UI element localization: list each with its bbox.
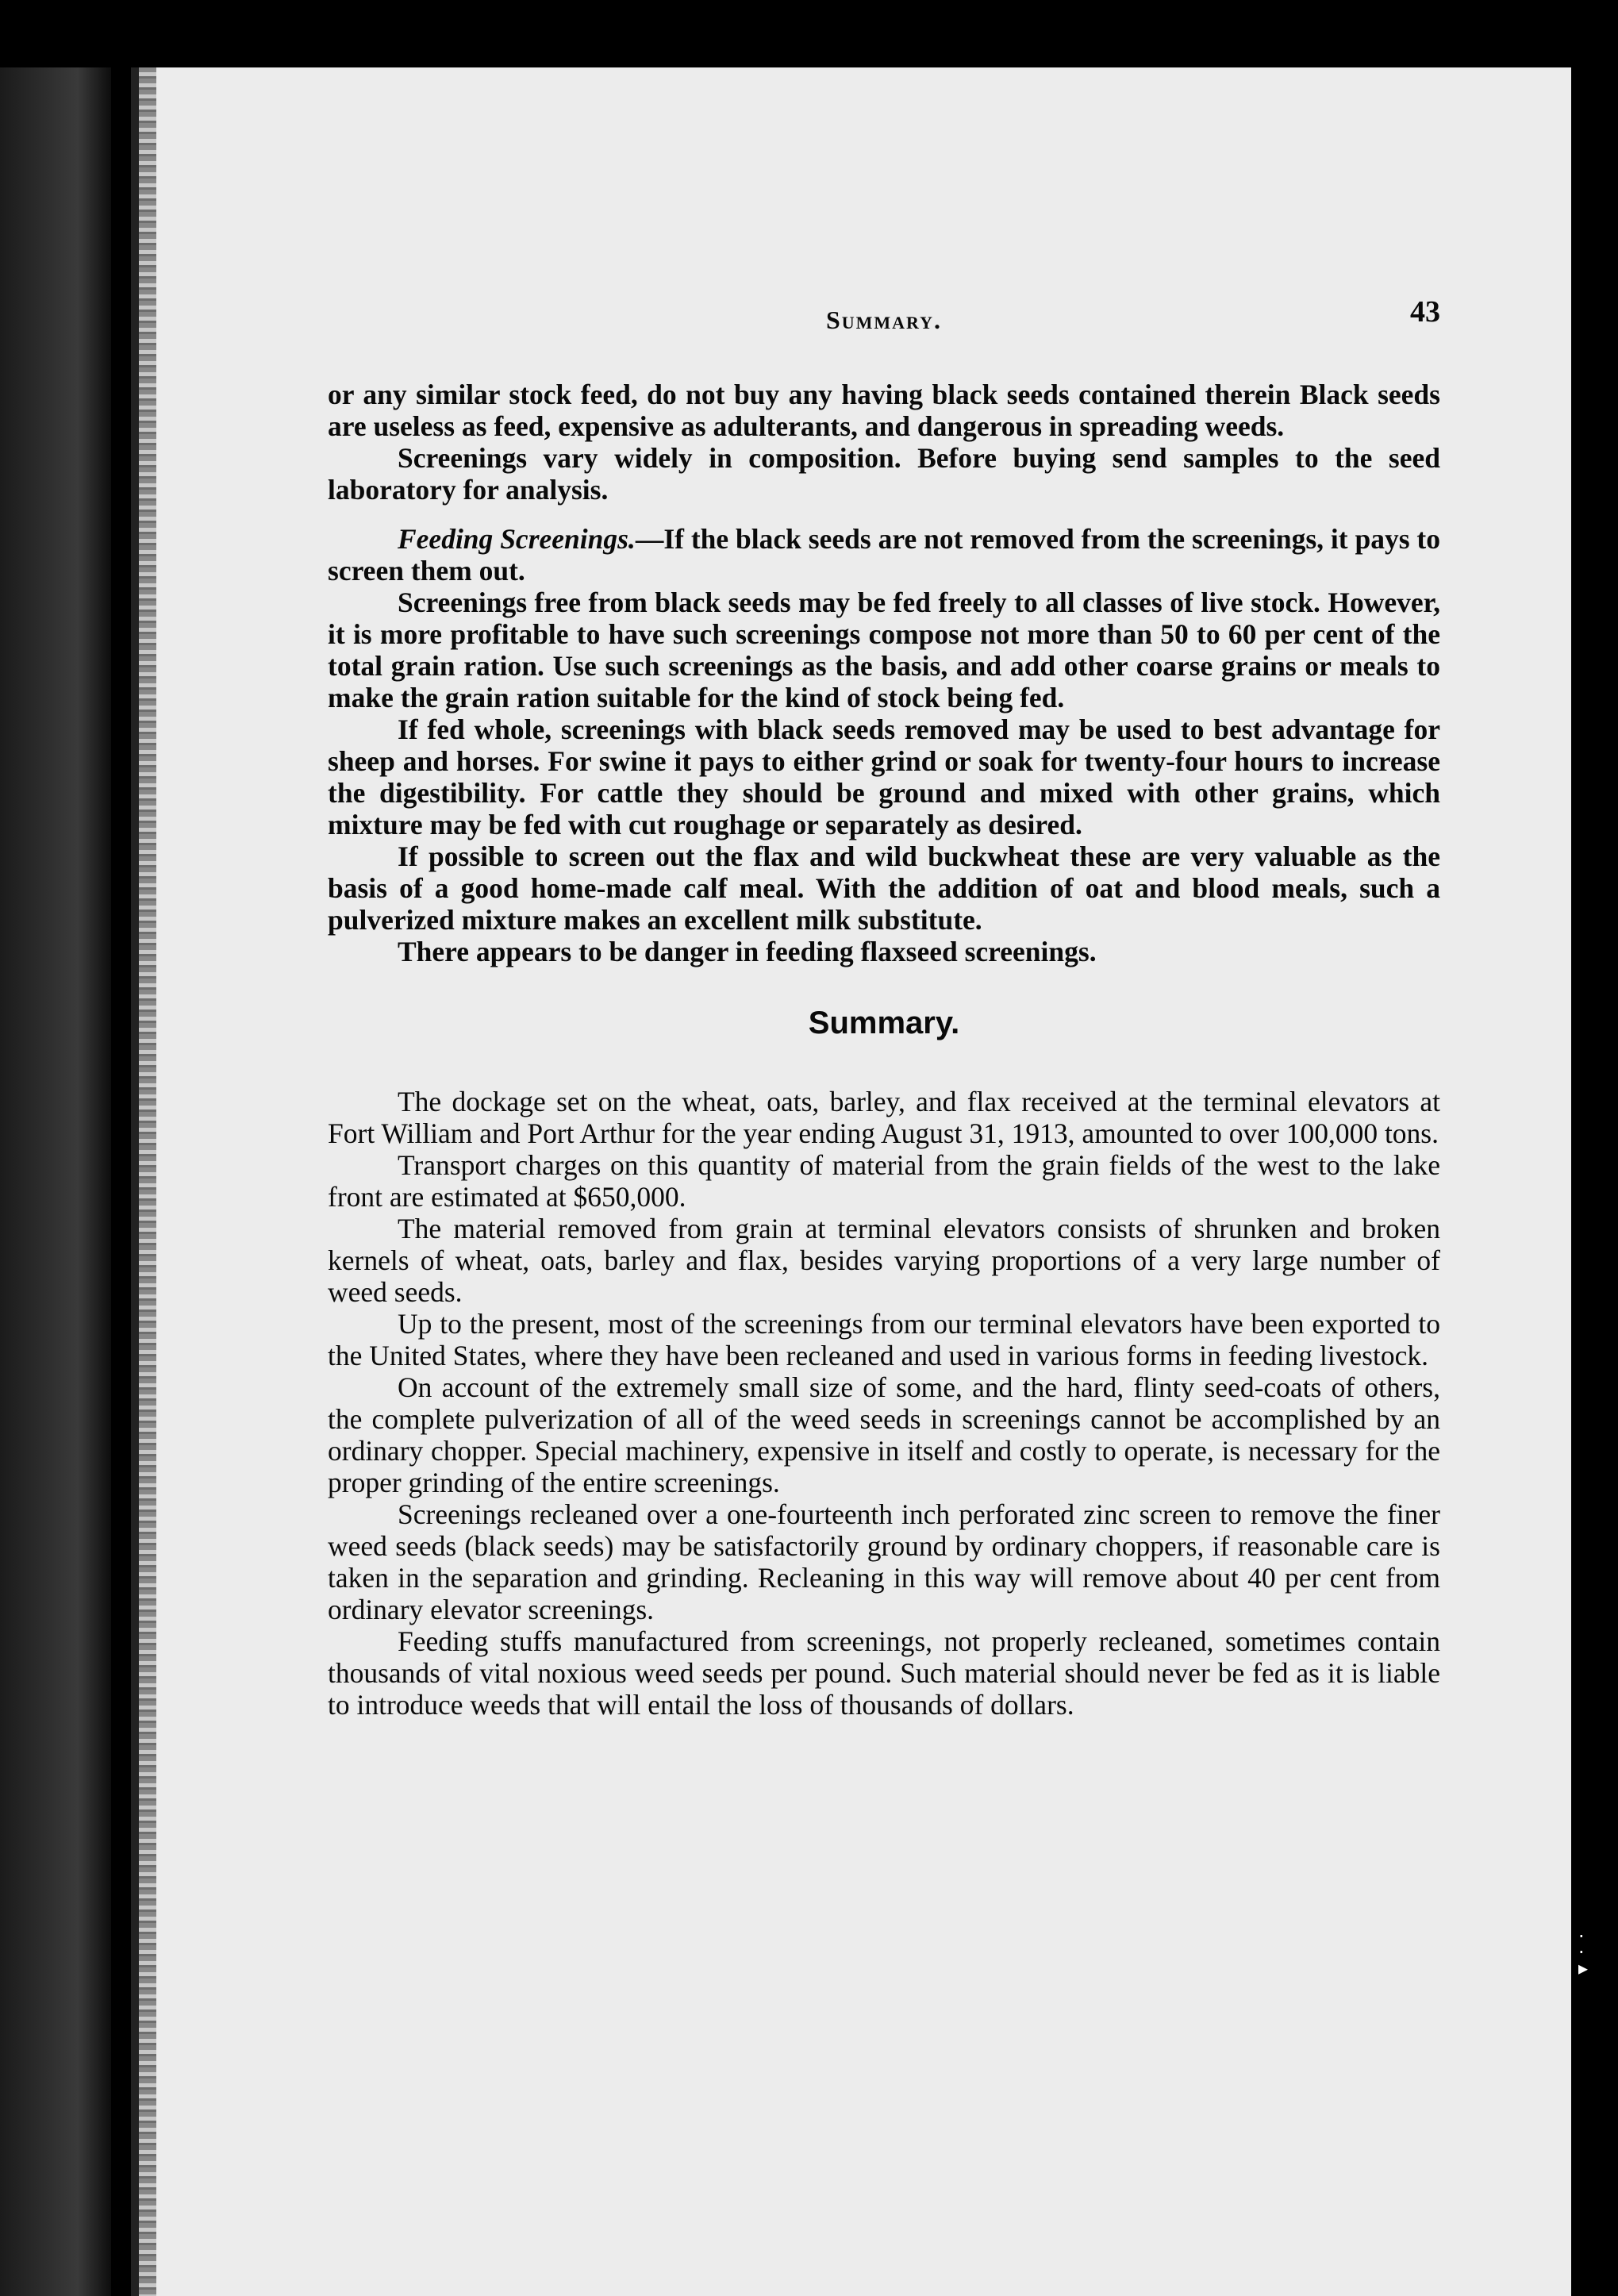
- summary-heading: Summary.: [808, 1006, 960, 1040]
- running-head: [328, 295, 1440, 353]
- scan-edge-marks: · · ▸: [1578, 1925, 1589, 1979]
- paragraph-free-from-black-seeds: Screenings free from black seeds may be fed freely to all classes of live stock. However, it is more profitable to have such screenings compose not more than 50 to 60 per cent of the total grain ration. Use such screenings as the basis, and add other coarse grains or meals to make the grain ration suitable for the kind of stock being fed.: [328, 586, 1440, 713]
- summary-paragraph-recleaned: Screenings recleaned over a one-fourteenth inch perforated zinc screen to remove the finer weed seeds (black seeds) may be satisfactorily ground by ordinary choppers, if reasonable care is taken in the separation and grinding. Recleaning in this way will remove about 40 per cent from ordinary elevator screenings.: [328, 1498, 1440, 1625]
- paragraph-continued: or any similar stock feed, do not buy any having black seeds contained therein Black seeds are useless as feed, expensive as adulterants, and dangerous in spreading weeds.: [328, 379, 1440, 442]
- page-number: 43: [1410, 295, 1440, 329]
- summary-paragraph-dockage: The dockage set on the wheat, oats, barley, and flax received at the terminal elevators at Fort William and Port Arthur for the year ending August 31, 1913, amounted to over 100,000 tons.: [328, 1086, 1440, 1149]
- paragraph-flax-buckwheat: If possible to screen out the flax and wild buckwheat these are very valuable as the basis of a good home-made calf meal. With the addition of oat and blood meals, such a pulverized mixture makes an excellent milk substitute.: [328, 840, 1440, 936]
- paragraph-composition: Screenings vary widely in composition. Before buying send samples to the seed laboratory for analysis.: [328, 442, 1440, 506]
- paragraph-feeding-screenings: [328, 523, 1440, 586]
- summary-paragraph-exported: Up to the present, most of the screenings from our terminal elevators have been exported to the United States, where they have been recleaned and used in various forms in feeding livestock.: [328, 1308, 1440, 1371]
- feeding-screenings-text: —If the black seeds are not removed from the screenings, it pays to screen them out.: [328, 523, 1440, 586]
- feeding-screenings-lead-in: Feeding Screenings.: [398, 523, 636, 555]
- page-gutter: [139, 67, 156, 2296]
- facing-page-edge: [0, 67, 111, 2296]
- book-page: [131, 67, 1571, 2296]
- paragraph-flaxseed-danger: There appears to be danger in feeding flaxseed screenings.: [398, 936, 1097, 967]
- summary-paragraph-material: The material removed from grain at terminal elevators consists of shrunken and broken kernels of wheat, oats, barley and flax, besides varying proportions of a very large number of weed seeds.: [328, 1213, 1440, 1308]
- summary-paragraph-transport: Transport charges on this quantity of material from the grain fields of the west to the lake front are estimated at $650,000.: [328, 1149, 1440, 1213]
- page-content: [328, 295, 1440, 1721]
- summary-paragraph-feeding-stuffs: Feeding stuffs manufactured from screenings, not properly recleaned, sometimes contain thousands of vital noxious weed seeds per pound. Such material should never be fed as it is liable to introduce weeds that will entail the loss of thousands of dollars.: [328, 1625, 1440, 1721]
- summary-paragraph-pulverization: On account of the extremely small size of some, and the hard, flinty seed-coats of others, the complete pulverization of all of the weed seeds in screenings cannot be accomplished by an ordinary chopper. Special machinery, expensive in itself and costly to operate, is necessary for the proper grinding of the entire screenings.: [328, 1371, 1440, 1498]
- running-title: Summary.: [825, 306, 943, 334]
- paragraph-fed-whole: If fed whole, screenings with black seeds removed may be used to best advantage for sheep and horses. For swine it pays to either grind or soak for twenty-four hours to increase the digestibility. For cattle they should be ground and mixed with other grains, which mixture may be fed with cut roughage or separately as desired.: [328, 713, 1440, 840]
